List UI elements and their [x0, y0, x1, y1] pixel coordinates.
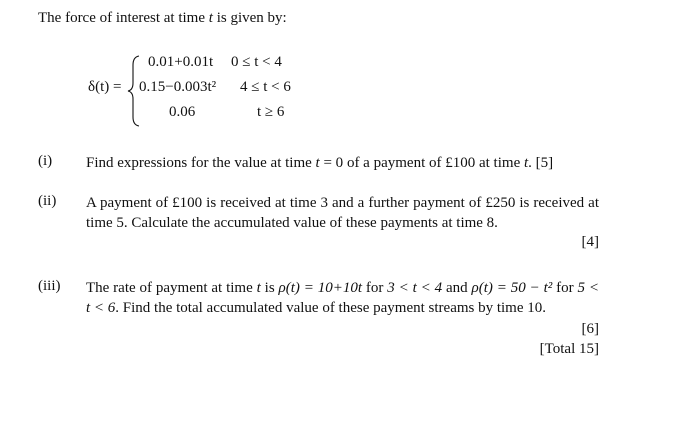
- question-3-mark: [6]: [581, 321, 599, 337]
- intro-sentence: [38, 10, 287, 27]
- formula-row-1-condition: 0 ≤ t < 4: [231, 54, 282, 70]
- question-1-number: (i): [38, 153, 53, 169]
- formula-row-1-expr: 0.01+0.01t: [148, 54, 214, 70]
- question-3-text: The rate of payment at time t is ρ(t) = 10+10t for 3 < t < 4 and ρ(t) = 50 − t² for 5 < t < 6. Find the total accumulated value of these payment streams by time 10.: [86, 280, 599, 316]
- formula-row-3-expr: 0.06: [169, 104, 196, 120]
- question-2-text: A payment of £100 is received at time 3 and a further payment of £250 is received at time 5. Calculate the accumulated value of these payments at time 8.: [86, 195, 599, 231]
- intro-text-b: is given by:: [212, 10, 287, 26]
- formula-lhs: δ(t) =: [88, 79, 122, 95]
- intro-variable: t: [208, 10, 213, 26]
- question-3-number: (iii): [38, 278, 61, 294]
- formula-row-3-condition: t ≥ 6: [257, 104, 285, 120]
- formula-row-2-expr: 0.15−0.003t²: [139, 79, 217, 95]
- question-2-mark: [4]: [581, 234, 599, 250]
- formula-row-2-condition: 4 ≤ t < 6: [240, 79, 291, 95]
- question-1-text: Find expressions for the value at time t = 0 of a payment of £100 at time t. [5]: [86, 155, 554, 171]
- total-marks: [Total 15]: [539, 341, 599, 357]
- question-2-number: (ii): [38, 193, 57, 209]
- intro-text-a: The force of interest at time: [38, 10, 209, 26]
